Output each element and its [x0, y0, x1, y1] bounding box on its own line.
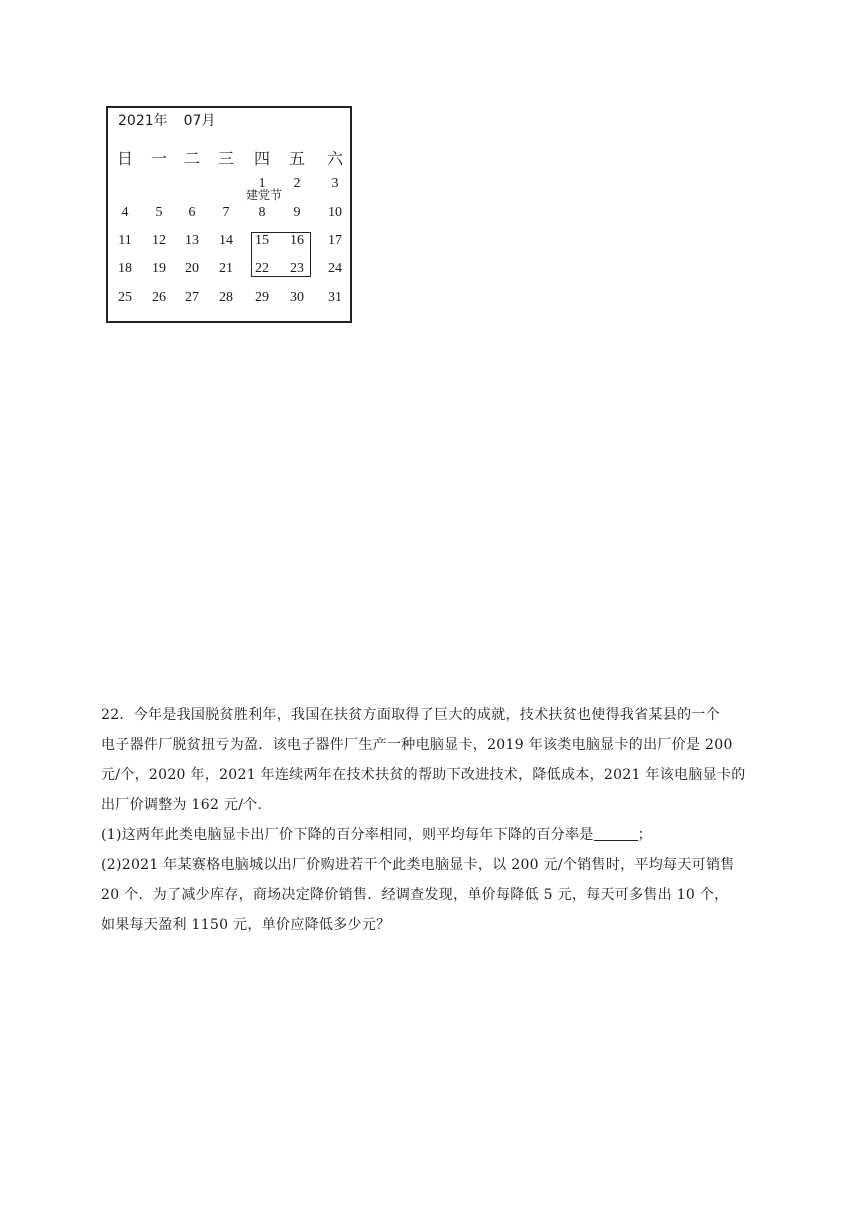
- calendar-year: 2021年: [118, 113, 168, 129]
- weekday-label: 三: [217, 149, 234, 168]
- calendar-day: 11: [118, 233, 132, 248]
- question-part-2-line: 20 个．为了减少库存，商场决定降价销售．经调查发现，单价每降低 5 元，每天可多售出 10 个，: [101, 887, 729, 903]
- problem-line: 元/个，2020 年，2021 年连续两年在技术扶贫的帮助下改进技术，降低成本，2021 年该电脑显卡的: [101, 767, 746, 783]
- answer-blank[interactable]: [594, 826, 638, 841]
- calendar-day: 26: [152, 290, 166, 305]
- calendar-header: [118, 110, 215, 130]
- problem-line: 出厂价调整为 162 元/个．: [101, 797, 272, 813]
- calendar-day: 28: [219, 290, 233, 305]
- calendar-day: 20: [185, 261, 199, 276]
- weekday-label: 四: [253, 149, 270, 168]
- question-part-2-line: (2)2021 年某赛格电脑城以出厂价购进若干个此类电脑显卡，以 200 元/个销售时，平均每天可销售: [101, 857, 735, 873]
- calendar-day: 22: [255, 261, 269, 276]
- calendar-day: 2: [293, 176, 301, 191]
- calendar-day: 14: [219, 233, 233, 248]
- weekday-label: 五: [288, 149, 305, 168]
- calendar-day: 8: [258, 205, 266, 220]
- question-part-2-line: 如果每天盈利 1150 元，单价应降低多少元？: [101, 917, 391, 933]
- calendar-day: 16: [290, 233, 304, 248]
- question-part-1: [101, 820, 761, 850]
- calendar-day: 18: [118, 261, 132, 276]
- weekday-label: 日: [116, 149, 133, 168]
- calendar-day: 27: [185, 290, 199, 305]
- calendar-day: 7: [222, 205, 230, 220]
- highlighted-date-box: [251, 232, 311, 277]
- calendar-day: 6: [188, 205, 196, 220]
- calendar-day: 31: [328, 290, 342, 305]
- problem-22: [101, 700, 761, 940]
- part-1-punct: ；: [637, 827, 652, 843]
- calendar-day: 4: [121, 205, 129, 220]
- part-1-text: (1)这两年此类电脑显卡出厂价下降的百分率相同，则平均每年下降的百分率是: [101, 827, 594, 843]
- problem-line: 22．今年是我国脱贫胜利年，我国在扶贫方面取得了巨大的成就，技术扶贫也使得我省某县的一个: [101, 707, 721, 723]
- calendar-day: 29: [255, 290, 269, 305]
- problem-line: 电子器件厂脱贫扭亏为盈．该电子器件厂生产一种电脑显卡，2019 年该类电脑显卡的出厂价是 200: [101, 737, 733, 753]
- calendar-day: 1: [258, 176, 266, 191]
- calendar-day: 21: [219, 261, 233, 276]
- calendar-day: 9: [293, 205, 301, 220]
- calendar-day: 23: [290, 261, 304, 276]
- calendar-month: 07月: [183, 113, 216, 129]
- calendar: [106, 106, 352, 323]
- calendar-day: 17: [328, 233, 342, 248]
- calendar-day: 15: [255, 233, 269, 248]
- calendar-day: 13: [185, 233, 199, 248]
- weekday-label: 一: [150, 149, 167, 168]
- calendar-day: 24: [328, 261, 342, 276]
- calendar-day: 10: [328, 205, 342, 220]
- holiday-label: 建党节: [246, 188, 283, 202]
- weekday-label: 六: [326, 149, 343, 168]
- calendar-day: 19: [152, 261, 166, 276]
- calendar-day: 30: [290, 290, 304, 305]
- calendar-day: 5: [155, 205, 163, 220]
- calendar-day: 25: [118, 290, 132, 305]
- calendar-day: 3: [331, 176, 339, 191]
- weekday-label: 二: [183, 149, 200, 168]
- calendar-day: 12: [152, 233, 166, 248]
